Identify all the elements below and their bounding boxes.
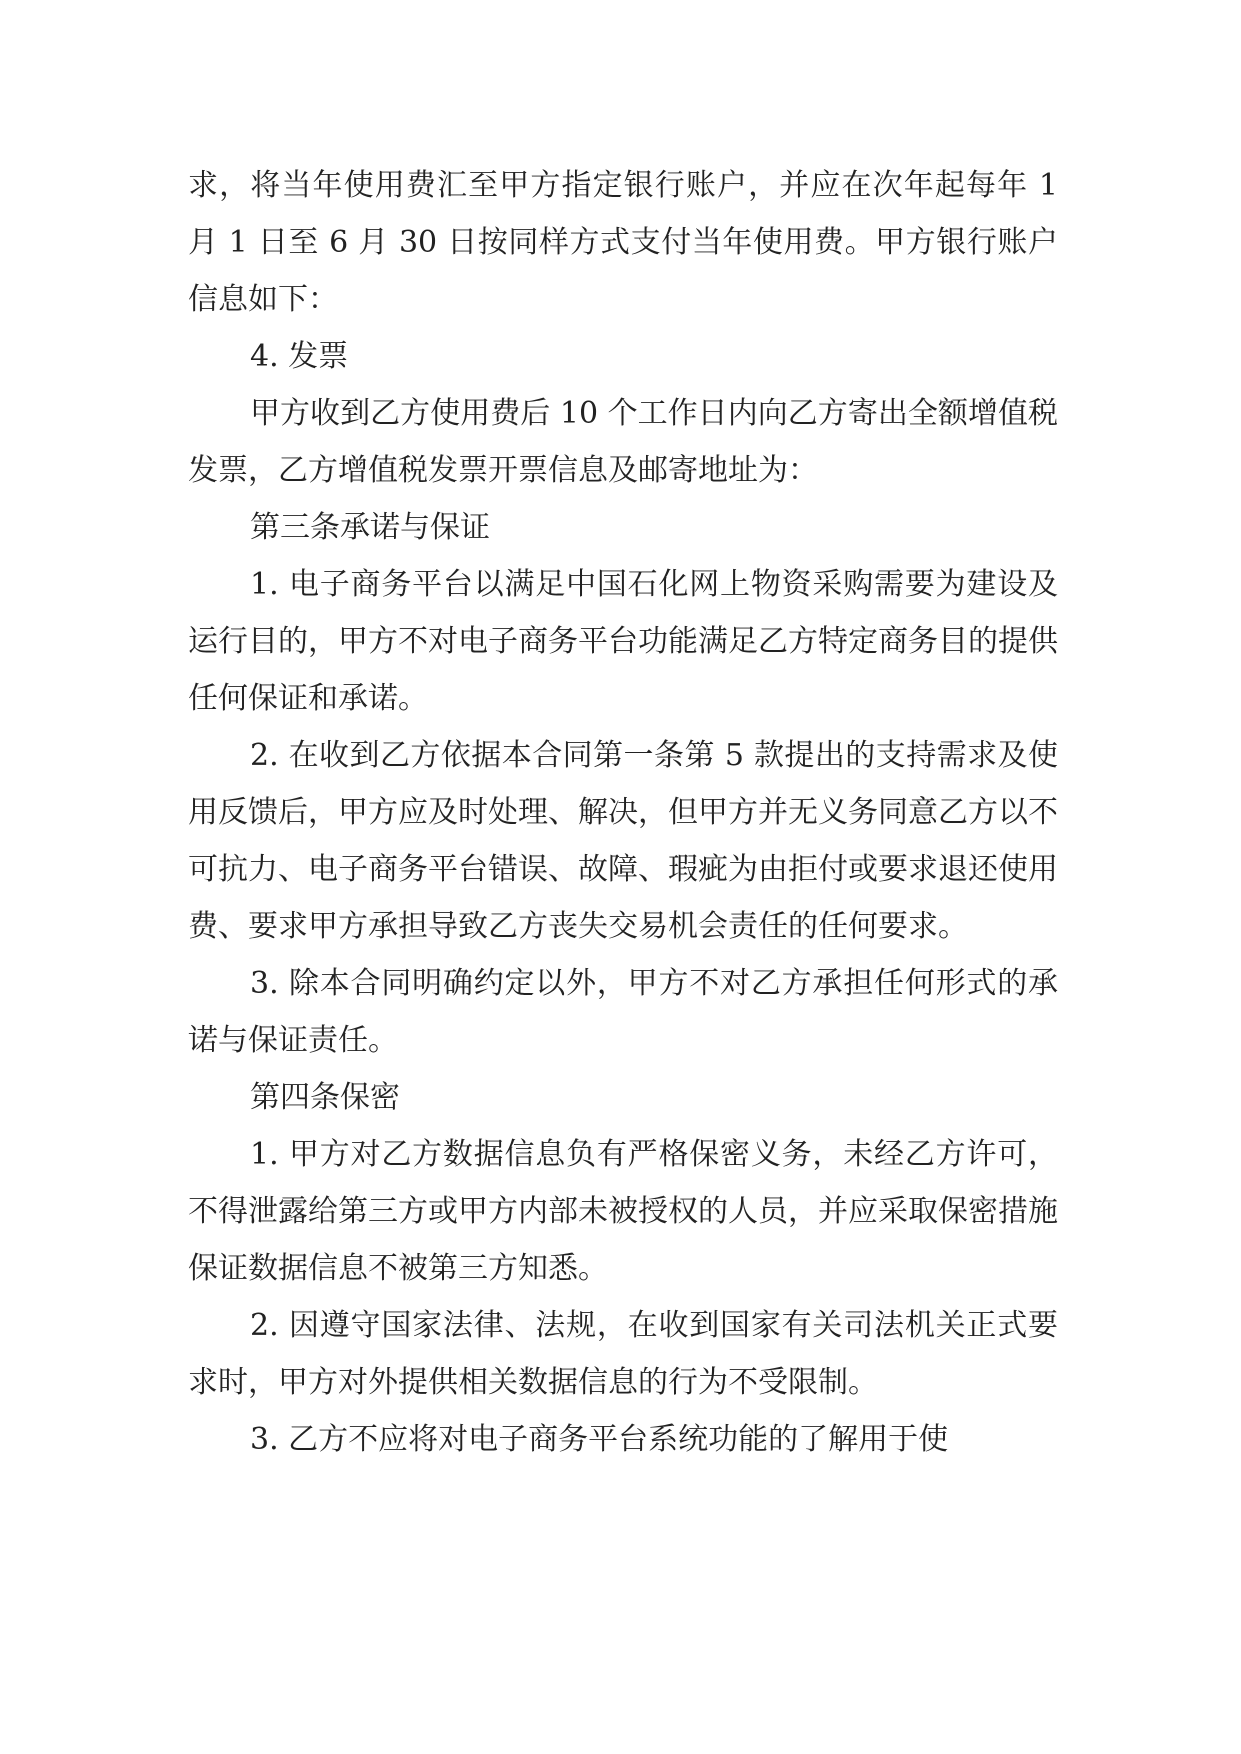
article-heading-confidentiality: 第四条保密 [250, 1080, 400, 1115]
paragraph: 2. 在收到乙方依据本合同第一条第 5 款提出的支持需求及使用反馈后，甲方应及时处理、解决，但甲方并无义务同意乙方以不可抗力、电子商务平台错误、故障、瑕疵为由拒付或要求退还使用费、要求甲方承担导致乙方丧失交易机会责任的任何要求。 [188, 738, 1058, 944]
paragraph: 3. 除本合同明确约定以外，甲方不对乙方承担任何形式的承诺与保证责任。 [188, 966, 1058, 1058]
document-body [188, 157, 1058, 1468]
paragraph: 3. 乙方不应将对电子商务平台系统功能的了解用于使 [250, 1422, 949, 1457]
section-heading-invoice: 4. 发票 [250, 339, 349, 374]
paragraph: 2. 因遵守国家法律、法规，在收到国家有关司法机关正式要求时，甲方对外提供相关数据信息的行为不受限制。 [188, 1308, 1058, 1400]
paragraph: 求，将当年使用费汇至甲方指定银行账户，并应在次年起每年 1 月 1 日至 6 月 30 日按同样方式支付当年使用费。甲方银行账户信息如下： [188, 168, 1058, 317]
article-heading-warranty: 第三条承诺与保证 [250, 510, 490, 545]
paragraph: 1. 甲方对乙方数据信息负有严格保密义务，未经乙方许可，不得泄露给第三方或甲方内部未被授权的人员，并应采取保密措施保证数据信息不被第三方知悉。 [188, 1137, 1058, 1286]
paragraph: 甲方收到乙方使用费后 10 个工作日内向乙方寄出全额增值税发票，乙方增值税发票开票信息及邮寄地址为： [188, 396, 1058, 488]
paragraph: 1. 电子商务平台以满足中国石化网上物资采购需要为建设及运行目的，甲方不对电子商务平台功能满足乙方特定商务目的提供任何保证和承诺。 [188, 567, 1058, 716]
